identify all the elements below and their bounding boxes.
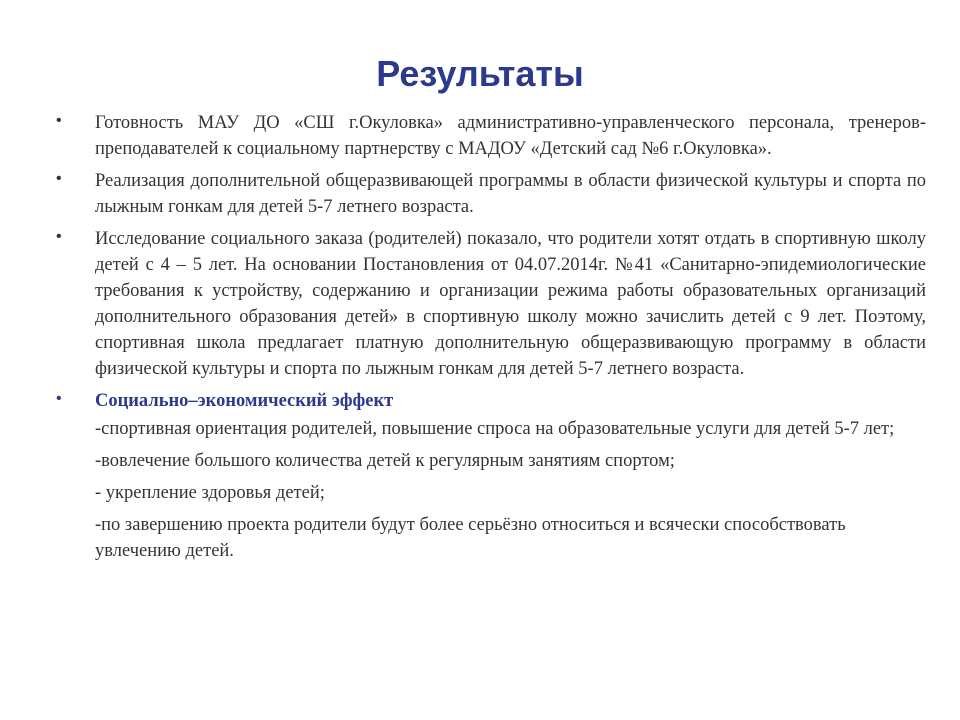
- effect-heading: Социально–экономический эффект: [95, 391, 394, 411]
- slide-title: Результаты: [376, 53, 584, 94]
- effect-text: -по завершению проекта родители будут более серьёзно относиться и всячески способствовать увлечению детей.: [95, 515, 846, 561]
- bullet-text: Готовность МАУ ДО «СШ г.Окуловка» административно-управленческого персонала, тренеров-преподавателей к социальному партнерству с МАДОУ «Детский сад №6 г.Окуловка».: [95, 113, 926, 159]
- bullet-icon: •: [56, 390, 62, 407]
- bullet-icon: •: [56, 228, 62, 245]
- effect-text: -вовлечение большого количества детей к регулярным занятиям спортом;: [95, 451, 675, 471]
- effect-list-item: [56, 448, 926, 474]
- bullet-icon: •: [56, 170, 62, 187]
- effect-list-item: [56, 416, 926, 442]
- bullet-text: Реализация дополнительной общеразвивающей программы в области физической культуры и спорта по лыжным гонкам для детей 5-7 летнего возраста.: [95, 171, 926, 217]
- bullet-item: [56, 226, 926, 382]
- effect-list-item: [56, 480, 926, 506]
- content-body: [56, 110, 926, 570]
- effect-list-item: [56, 512, 926, 564]
- effect-text: -спортивная ориентация родителей, повышение спроса на образовательные услуги для детей 5-7 лет;: [95, 419, 895, 439]
- bullet-item: [56, 110, 926, 162]
- bullet-icon: •: [56, 112, 62, 129]
- effect-text: - укрепление здоровья детей;: [95, 483, 325, 503]
- bullet-item: [56, 168, 926, 220]
- effect-heading-item: [56, 388, 926, 414]
- bullet-text: Исследование социального заказа (родителей) показало, что родители хотят отдать в спортивную школу детей с 4 – 5 лет. На основании Постановления от 04.07.2014г. №41 «Санитарно-эпидемиологические требования к устройству, содержанию и организации режима работы образовательных организаций дополнительного образования детей» в спортивную школу можно зачислить детей с 9 лет. Поэтому, спортивная школа предлагает платную дополнительную общеразвивающую программу в области физической культуры и спорта по лыжным гонкам для детей 5-7 летнего возраста.: [95, 229, 926, 379]
